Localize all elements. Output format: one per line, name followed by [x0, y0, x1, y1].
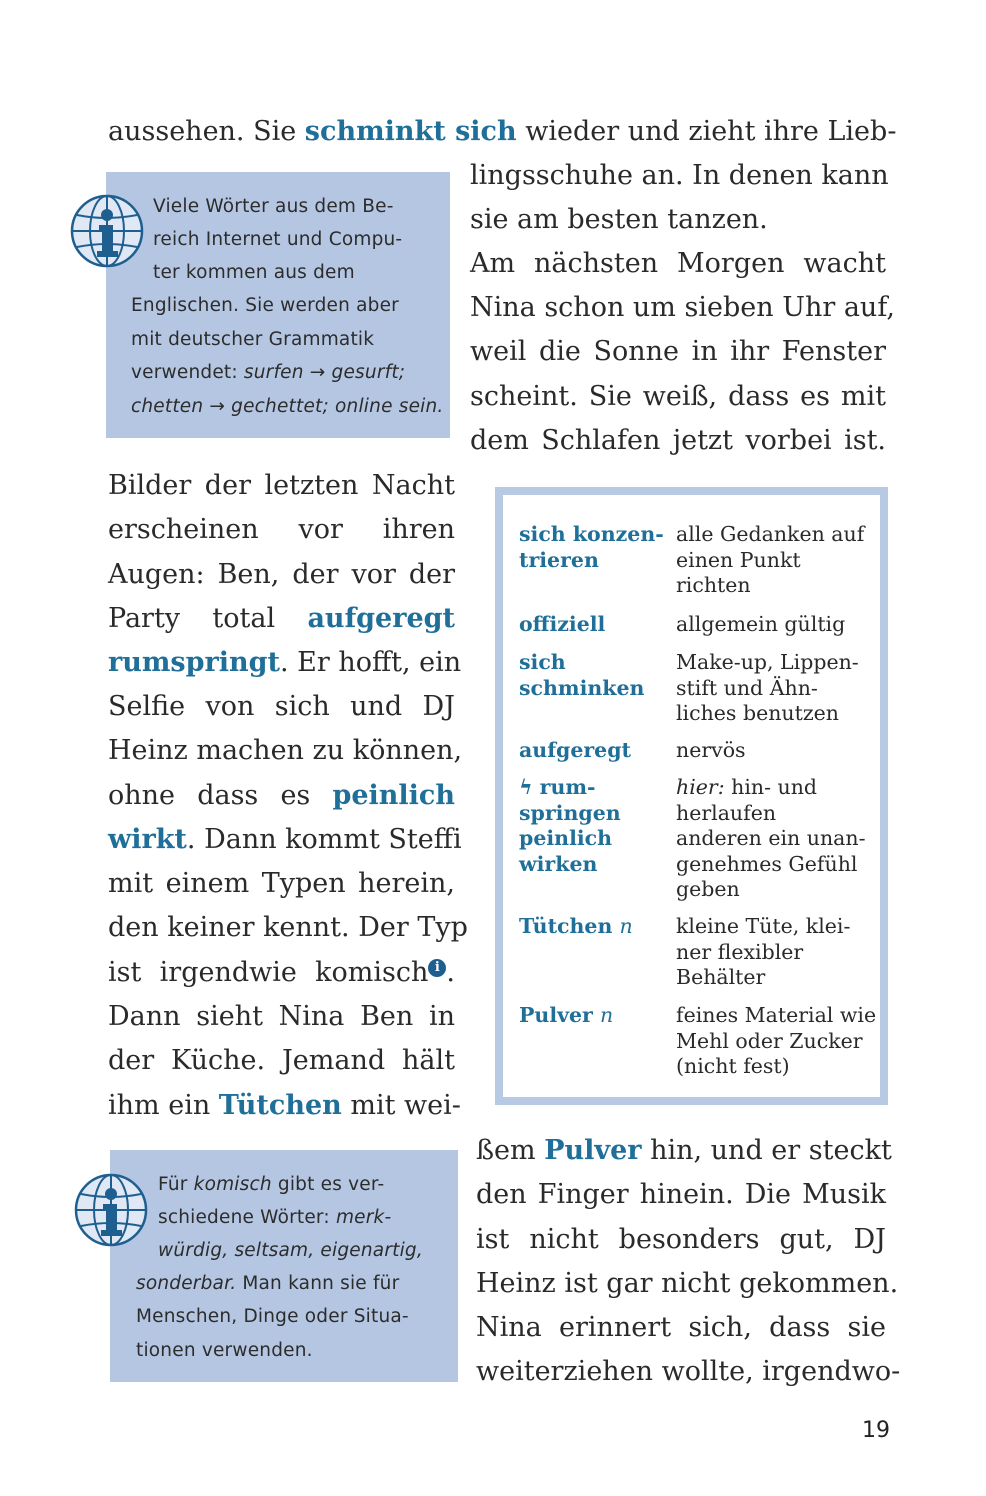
- info-text-segment: reich Internet und Compu-: [153, 229, 403, 250]
- text-line: [108, 553, 455, 597]
- text-segment: ihm ein: [108, 1090, 219, 1121]
- info-text-segment: Englischen. Sie werden aber: [131, 295, 399, 316]
- info-text-line: [136, 1334, 313, 1367]
- glossary-definition: [676, 1003, 876, 1080]
- text-segment: . Dann kommt Steffi: [186, 824, 462, 855]
- text-line: [108, 508, 455, 552]
- info-text-line: [131, 323, 374, 356]
- text-line: [470, 242, 886, 286]
- text-segment: hin, und er steckt: [641, 1135, 892, 1166]
- info-text-segment: ter kommen aus dem: [153, 262, 355, 283]
- text-segment: weil die Sonne in ihr Fenster: [470, 336, 886, 367]
- text-line: [108, 774, 455, 818]
- info-text-segment: tionen verwenden.: [136, 1340, 313, 1361]
- text-segment: ohne dass es: [108, 780, 333, 811]
- text-segment: den Finger hinein. Die Musik: [476, 1179, 886, 1210]
- info-text-line: [136, 1300, 409, 1333]
- glossary-term: [519, 738, 631, 764]
- glossary-term-highlight: wirkt: [108, 824, 187, 855]
- info-text-line: [131, 356, 405, 389]
- text-line: [470, 330, 886, 374]
- page-number: 19: [862, 1418, 890, 1443]
- text-line: [108, 597, 455, 641]
- text-line: [108, 862, 455, 906]
- glossary-definition: [676, 522, 864, 599]
- info-text-segment: sonderbar.: [136, 1273, 237, 1294]
- glossary-term-highlight: peinlich: [332, 780, 455, 811]
- text-segment: mit wei-: [341, 1090, 461, 1121]
- text-segment: Heinz ist gar nicht gekommen.: [476, 1268, 899, 1299]
- glossary-term-text: Pulver: [519, 1003, 593, 1027]
- text-line: [476, 1262, 899, 1306]
- text-segment: Augen: Ben, der vor der: [108, 559, 455, 590]
- glossary-definition-text: alle Gedanken auf einen Punkt richten: [676, 522, 865, 597]
- glossary-definition: [676, 650, 859, 727]
- info-globe-icon: [69, 193, 145, 269]
- info-globe-icon: [73, 1172, 149, 1248]
- text-segment: . Er hofft, ein: [279, 647, 462, 678]
- glossary-definition-text: Make-up, Lippen- stift und Ähn- liches benutzen: [676, 650, 859, 725]
- info-text-segment: Menschen, Dinge oder Situa-: [136, 1306, 409, 1327]
- text-line: [476, 1350, 901, 1394]
- text-segment: Nina erinnert sich, dass sie: [476, 1312, 886, 1343]
- text-segment: lingsschuhe an. In denen kann: [470, 160, 889, 191]
- text-line: [476, 1129, 892, 1173]
- glossary-term-text: offiziell: [519, 612, 606, 636]
- text-line: [470, 419, 886, 463]
- info-text-segment: verwendet:: [131, 362, 244, 383]
- info-text-line: [158, 1168, 384, 1201]
- glossary-term: [519, 612, 605, 638]
- text-segment: scheint. Sie weiß, dass es mit: [470, 381, 886, 412]
- glossary-gender: n: [619, 914, 633, 938]
- text-segment: Selfie von sich und DJ: [108, 691, 455, 722]
- text-line: [108, 685, 455, 729]
- glossary-term-highlight: aufgeregt: [307, 603, 455, 634]
- info-text-segment: Viele Wörter aus dem Be-: [153, 196, 394, 217]
- text-segment: wieder und zieht ihre Lieb-: [516, 116, 897, 147]
- glossary-definition: [676, 775, 817, 826]
- info-text-segment: schiedene Wörter:: [158, 1207, 336, 1228]
- text-line: [108, 1039, 455, 1083]
- info-text-line: [158, 1201, 391, 1234]
- text-segment: aussehen. Sie: [108, 116, 305, 147]
- glossary-term: [519, 522, 664, 573]
- info-reference-icon[interactable]: i: [428, 959, 446, 977]
- info-text-segment: gibt es ver-: [271, 1174, 385, 1195]
- info-text-segment: surfen → gesurft;: [243, 362, 406, 383]
- text-line: [108, 818, 462, 862]
- info-text-line: [131, 390, 444, 423]
- info-text-segment: merk-: [335, 1207, 392, 1228]
- glossary-term-highlight: Tütchen: [218, 1090, 342, 1121]
- text-line: [476, 1306, 886, 1350]
- text-segment: erscheinen vor ihren: [108, 514, 455, 545]
- text-segment: den keiner kennt. Der Typ: [108, 912, 468, 943]
- text-line: [470, 375, 886, 419]
- text-segment: Am nächsten Morgen wacht: [470, 248, 886, 279]
- glossary-definition: [676, 612, 845, 638]
- glossary-term-highlight: rumspringt: [108, 647, 280, 678]
- glossary-definition-text: allgemein gültig: [676, 612, 846, 636]
- text-segment: weiterziehen wollte, irgendwo-: [476, 1356, 901, 1387]
- info-text-line: [153, 256, 355, 289]
- text-segment: ßem: [476, 1135, 545, 1166]
- text-segment: Nina schon um sieben Uhr auf,: [470, 292, 895, 323]
- glossary-term-text: aufgeregt: [519, 738, 632, 762]
- glossary-term: [519, 775, 621, 826]
- text-segment: ist nicht besonders gut, DJ: [476, 1224, 886, 1255]
- text-segment: Dann sieht Nina Ben in: [108, 1001, 455, 1032]
- glossary-term-highlight: schminkt sich: [304, 116, 517, 147]
- glossary-definition-text: feines Material wie Mehl oder Zucker (nicht fest): [676, 1003, 877, 1078]
- glossary-term-text: sich schminken: [519, 650, 645, 700]
- text-line: [108, 729, 463, 773]
- glossary-term: [519, 650, 644, 701]
- text-line: [476, 1173, 886, 1217]
- info-text-segment: komisch: [193, 1174, 272, 1195]
- text-line: [108, 995, 455, 1039]
- glossary-definition-text: kleine Tüte, klei- ner flexibler Behälter: [676, 914, 851, 989]
- text-line: [108, 464, 455, 508]
- text-segment: mit einem Typen herein,: [108, 868, 455, 899]
- glossary-definition: [676, 914, 850, 991]
- glossary-term-text: Tütchen: [519, 914, 613, 938]
- glossary-definition-text: anderen ein unan- genehmes Gefühl geben: [676, 826, 866, 901]
- glossary-gender: n: [600, 1003, 614, 1027]
- info-text-line: [158, 1234, 423, 1267]
- info-text-segment: chetten → gechettet; online sein.: [131, 396, 444, 417]
- text-line: [470, 286, 895, 330]
- text-segment: dem Schlafen jetzt vorbei ist.: [470, 425, 886, 456]
- info-text-line: [131, 289, 399, 322]
- glossary-term-highlight: Pulver: [544, 1135, 642, 1166]
- glossary-definition-prefix: hier:: [676, 775, 725, 799]
- info-text-segment: Für: [158, 1174, 194, 1195]
- info-text-segment: Man kann sie für: [236, 1273, 400, 1294]
- glossary-term-text: ϟ rum- springen: [519, 775, 621, 825]
- info-text-line: [136, 1267, 399, 1300]
- text-segment: ist irgendwie komisch: [108, 957, 429, 988]
- glossary-definition: [676, 738, 746, 764]
- glossary-term-text: peinlich wirken: [519, 826, 613, 876]
- info-text-line: [153, 223, 402, 256]
- glossary-term: [519, 826, 612, 877]
- info-text-segment: würdig, seltsam, eigenartig,: [158, 1240, 423, 1261]
- text-segment: Bilder der letzten Nacht: [108, 470, 455, 501]
- info-text-segment: mit deutscher Grammatik: [131, 329, 375, 350]
- info-text-line: [153, 190, 394, 223]
- text-segment: Party total: [108, 603, 308, 634]
- text-segment: der Küche. Jemand hält: [108, 1045, 455, 1076]
- glossary-term: [519, 1003, 613, 1029]
- glossary-term-text: sich konzen- trieren: [519, 522, 664, 572]
- glossary-definition: [676, 826, 866, 903]
- text-line: [108, 906, 468, 950]
- text-segment: Heinz machen zu können,: [108, 735, 463, 766]
- glossary-definition-text: nervös: [676, 738, 746, 762]
- text-segment: sie am besten tanzen.: [470, 204, 768, 235]
- glossary-term: [519, 914, 633, 940]
- text-line: [108, 110, 897, 154]
- text-line: [108, 1084, 461, 1128]
- text-line: [108, 951, 455, 995]
- glossary-box: [495, 487, 888, 1105]
- text-line: [476, 1218, 886, 1262]
- glossary-definition-text: hin- und herlaufen: [676, 775, 818, 825]
- text-segment: .: [446, 957, 455, 988]
- text-line: [470, 154, 889, 198]
- text-line: [108, 641, 462, 685]
- text-line: [470, 198, 886, 242]
